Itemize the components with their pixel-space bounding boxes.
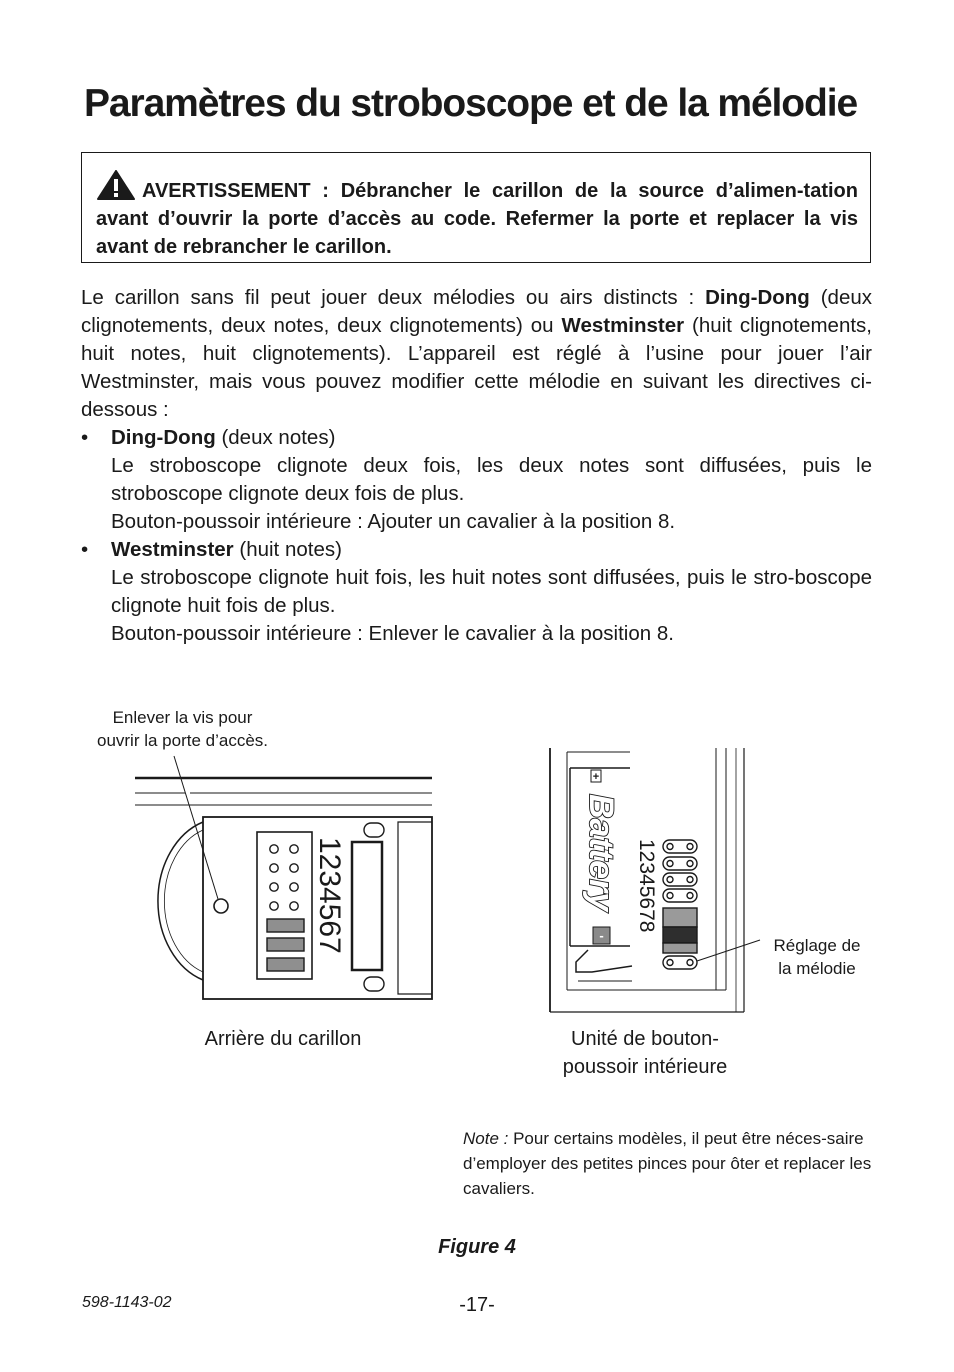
callout-screw-line-1: Enlever la vis pour: [112, 708, 253, 727]
note-text: Pour certains modèles, il peut être néces-saire d’employer des petites pinces pour ôter et replacer les cavaliers.: [463, 1129, 872, 1198]
note: [463, 1126, 873, 1201]
caption-chime-back: Arrière du carillon: [204, 1028, 362, 1050]
battery-plus-sign: +: [592, 771, 600, 783]
bullet-westminster: [81, 536, 872, 648]
bullet-ding-dong: [81, 424, 872, 536]
bullet-name: Ding-Dong: [111, 426, 216, 449]
caption-push-line-2: poussoir intérieure: [562, 1056, 728, 1078]
intro-ding-dong: Ding-Dong: [705, 286, 810, 309]
bullet-description: Le stroboscope clignote huit fois, les huit notes sont diffusées, puis le stro-boscope clignote huit fois de plus.: [111, 566, 872, 617]
warning-text: [96, 170, 858, 261]
callout-melody: [752, 934, 882, 980]
document-number: 598-1143-02: [82, 1294, 172, 1311]
page-number: -17-: [459, 1294, 495, 1316]
push-position-numbers: 12345678: [635, 839, 658, 933]
figure-label: Figure 4: [438, 1236, 516, 1258]
bullet-heading: [111, 536, 872, 564]
bullet-qualifier: (huit notes): [233, 538, 342, 561]
body-text: [81, 284, 872, 648]
callout-melody-line-1: Réglage de: [773, 936, 861, 955]
battery-minus-sign: -: [599, 928, 604, 943]
bullet-marker: •: [81, 426, 89, 449]
chime-back-diagram: [135, 756, 432, 999]
bullet-heading: [111, 424, 872, 452]
bullet-instruction: Bouton-poussoir intérieure : Ajouter un cavalier à la position 8.: [111, 510, 676, 533]
caption-push-button: [520, 1025, 770, 1081]
warning-box: [81, 152, 871, 263]
callout-screw-line-2: ouvrir la porte d’accès.: [96, 731, 269, 750]
caption-push-line-1: Unité de bouton-: [571, 1028, 719, 1050]
intro-paragraph: [81, 284, 872, 424]
bullet-qualifier: (deux notes): [215, 426, 336, 449]
screw-icon: [214, 899, 228, 913]
warning-triangle-icon: [96, 170, 136, 200]
intro-text-2: (deux clignotements, deux notes, deux clignotements) ou: [81, 286, 872, 337]
bullet-description: Le stroboscope clignote deux fois, les deux notes sont diffusées, puis le stroboscope clignote deux fois de plus.: [111, 454, 872, 505]
bullet-name: Westminster: [111, 538, 234, 561]
intro-text-3: (huit clignotements, huit notes, huit clignotements). L’appareil est réglé à l’usine pour jouer l’air Westminster, mais vous pouvez modifier cette mélodie en suivant les directives ci-dessous :: [81, 314, 873, 421]
note-label: Note :: [463, 1129, 509, 1148]
bullet-marker: •: [81, 538, 89, 561]
intro-westminster: Westminster: [561, 314, 685, 337]
battery-label: Battery: [582, 794, 620, 912]
chime-position-numbers: 1234567: [313, 837, 346, 954]
callout-melody-line-2: la mélodie: [778, 959, 856, 978]
page-title: Paramètres du stroboscope et de la mélodie: [84, 82, 858, 125]
warning-message: AVERTISSEMENT : Débrancher le carillon de la source d’alimen-tation avant d’ouvrir la porte d’accès au code. Refermer la porte et replacer la vis avant de rebrancher le carillon.: [96, 180, 858, 258]
intro-text-1: Le carillon sans fil peut jouer deux mélodies ou airs distincts :: [81, 286, 706, 309]
bullet-instruction: Bouton-poussoir intérieure : Enlever le cavalier à la position 8.: [111, 622, 674, 645]
